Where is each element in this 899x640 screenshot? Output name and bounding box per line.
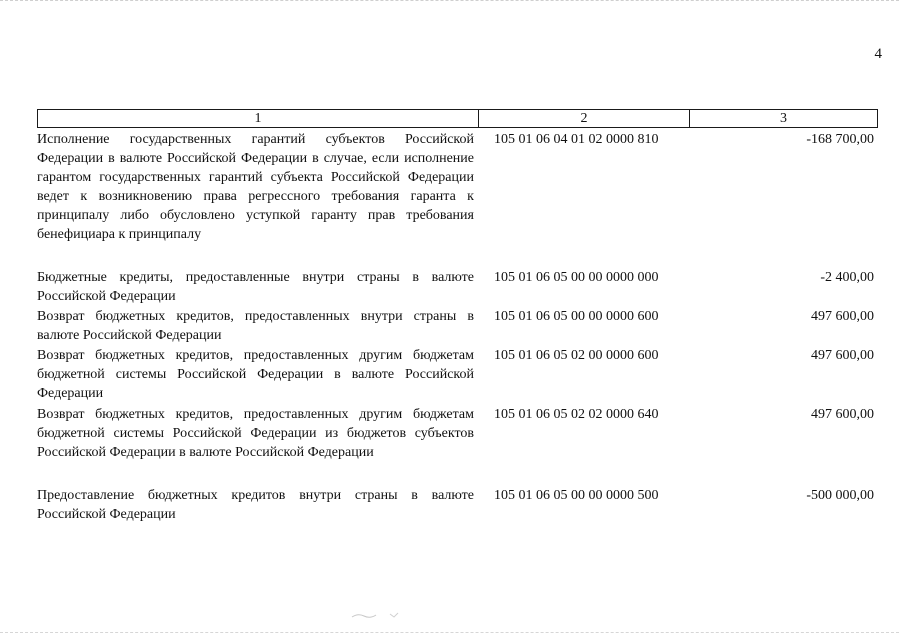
row-code: 105 01 06 05 00 00 0000 500 <box>494 488 659 503</box>
row-description: Предоставление бюджетных кредитов внутри страны в валюте Российской Федерации <box>37 488 474 522</box>
page-number: 4 <box>874 46 882 62</box>
scan-smudge <box>350 610 410 620</box>
header-col-2: 2 <box>479 110 690 127</box>
row-code: 105 01 06 04 01 02 0000 810 <box>494 132 659 147</box>
row-code: 105 01 06 05 00 00 0000 000 <box>494 270 659 285</box>
row-code: 105 01 06 05 02 00 0000 600 <box>494 348 659 363</box>
row-amount: -2 400,00 <box>820 270 874 285</box>
row-code: 105 01 06 05 02 02 0000 640 <box>494 407 659 422</box>
row-description: Бюджетные кредиты, предоставленные внутри страны в валюте Российской Федерации <box>37 270 474 304</box>
row-description: Исполнение государственных гарантий субъектов Российской Федерации в валюте Российской Федерации в случае, если исполнение гарантом государственных гарантий субъекта Российской Федерации ведет к возникновению права регрессного требования гаранта к принципалу либо обусловлено уступкой гаранту прав требования бенефициара к принципалу <box>37 132 474 242</box>
page-bottom-edge <box>0 632 899 634</box>
page-top-edge <box>0 0 899 4</box>
header-col-1: 1 <box>38 110 479 127</box>
row-description: Возврат бюджетных кредитов, предоставленных другим бюджетам бюджетной системы Российской Федерации из бюджетов субъектов Российской Федерации в валюте Российской Федерации <box>37 407 474 460</box>
table-header <box>37 109 878 128</box>
row-amount: -168 700,00 <box>806 132 874 147</box>
row-amount: 497 600,00 <box>811 348 874 363</box>
row-amount: -500 000,00 <box>806 488 874 503</box>
row-amount: 497 600,00 <box>811 407 874 422</box>
row-amount: 497 600,00 <box>811 309 874 324</box>
header-col-3: 3 <box>780 110 787 126</box>
row-description: Возврат бюджетных кредитов, предоставленных внутри страны в валюте Российской Федерации <box>37 309 474 343</box>
row-code: 105 01 06 05 00 00 0000 600 <box>494 309 659 324</box>
row-description: Возврат бюджетных кредитов, предоставленных другим бюджетам бюджетной системы Российской Федерации в валюте Российской Федерации <box>37 348 474 401</box>
